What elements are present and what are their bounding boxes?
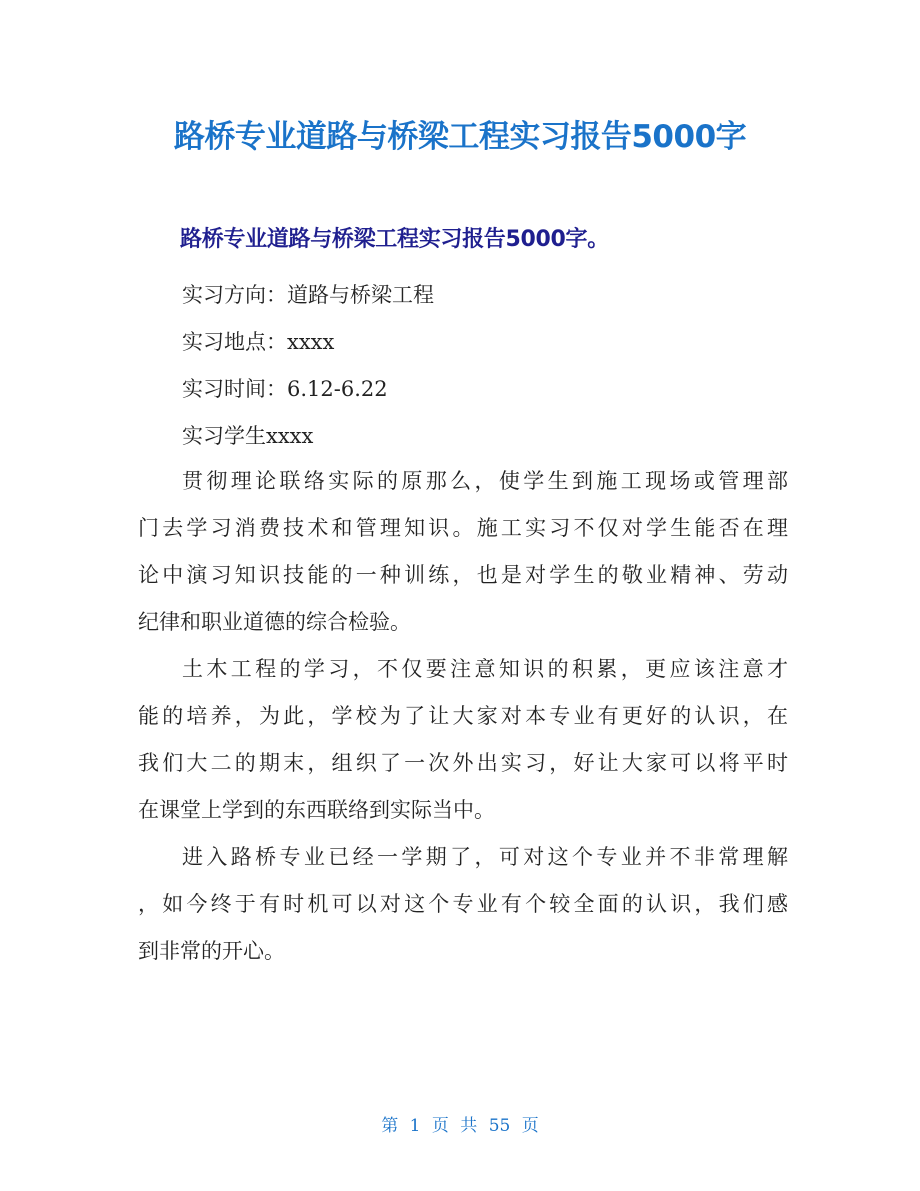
paragraph-line: 进入路桥专业已经一学期了，可对这个专业并不非常理解 [182, 845, 788, 869]
paragraph-line: 贯彻理论联络实际的原那么，使学生到施工现场或管理部 [182, 469, 788, 493]
paragraph-line: 土木工程的学习，不仅要注意知识的积累，更应该注意才 [182, 657, 788, 681]
paragraph-line: 我们大二的期末，组织了一次外出实习，好让大家可以将平时 [138, 751, 788, 775]
body-paragraph-3 [138, 834, 788, 975]
field-internship-direction: 实习方向：道路与桥梁工程 [182, 283, 434, 307]
body-paragraph-1 [138, 458, 788, 646]
paragraph-line: 在课堂上学到的东西联络到实际当中。 [138, 798, 495, 822]
page-number-footer: 第 1 页 共 55 页 [381, 1116, 539, 1136]
document-subtitle: 路桥专业道路与桥梁工程实习报告5000字。 [180, 227, 609, 252]
field-internship-student: 实习学生xxxx [182, 424, 314, 448]
paragraph-line: 纪律和职业道德的综合检验。 [138, 610, 411, 634]
paragraph-line: ，如今终于有时机可以对这个专业有个较全面的认识，我们感 [138, 892, 788, 916]
field-internship-location: 实习地点：xxxx [182, 330, 335, 354]
field-internship-time: 实习时间：6.12-6.22 [182, 377, 388, 401]
paragraph-line: 论中演习知识技能的一种训练，也是对学生的敬业精神、劳动 [138, 563, 788, 587]
paragraph-line: 能的培养，为此，学校为了让大家对本专业有更好的认识，在 [138, 704, 788, 728]
body-paragraph-2 [138, 646, 788, 834]
document-title: 路桥专业道路与桥梁工程实习报告5000字 [173, 119, 747, 155]
paragraph-line: 到非常的开心。 [138, 939, 285, 963]
paragraph-line: 门去学习消费技术和管理知识。施工实习不仅对学生能否在理 [138, 516, 788, 540]
